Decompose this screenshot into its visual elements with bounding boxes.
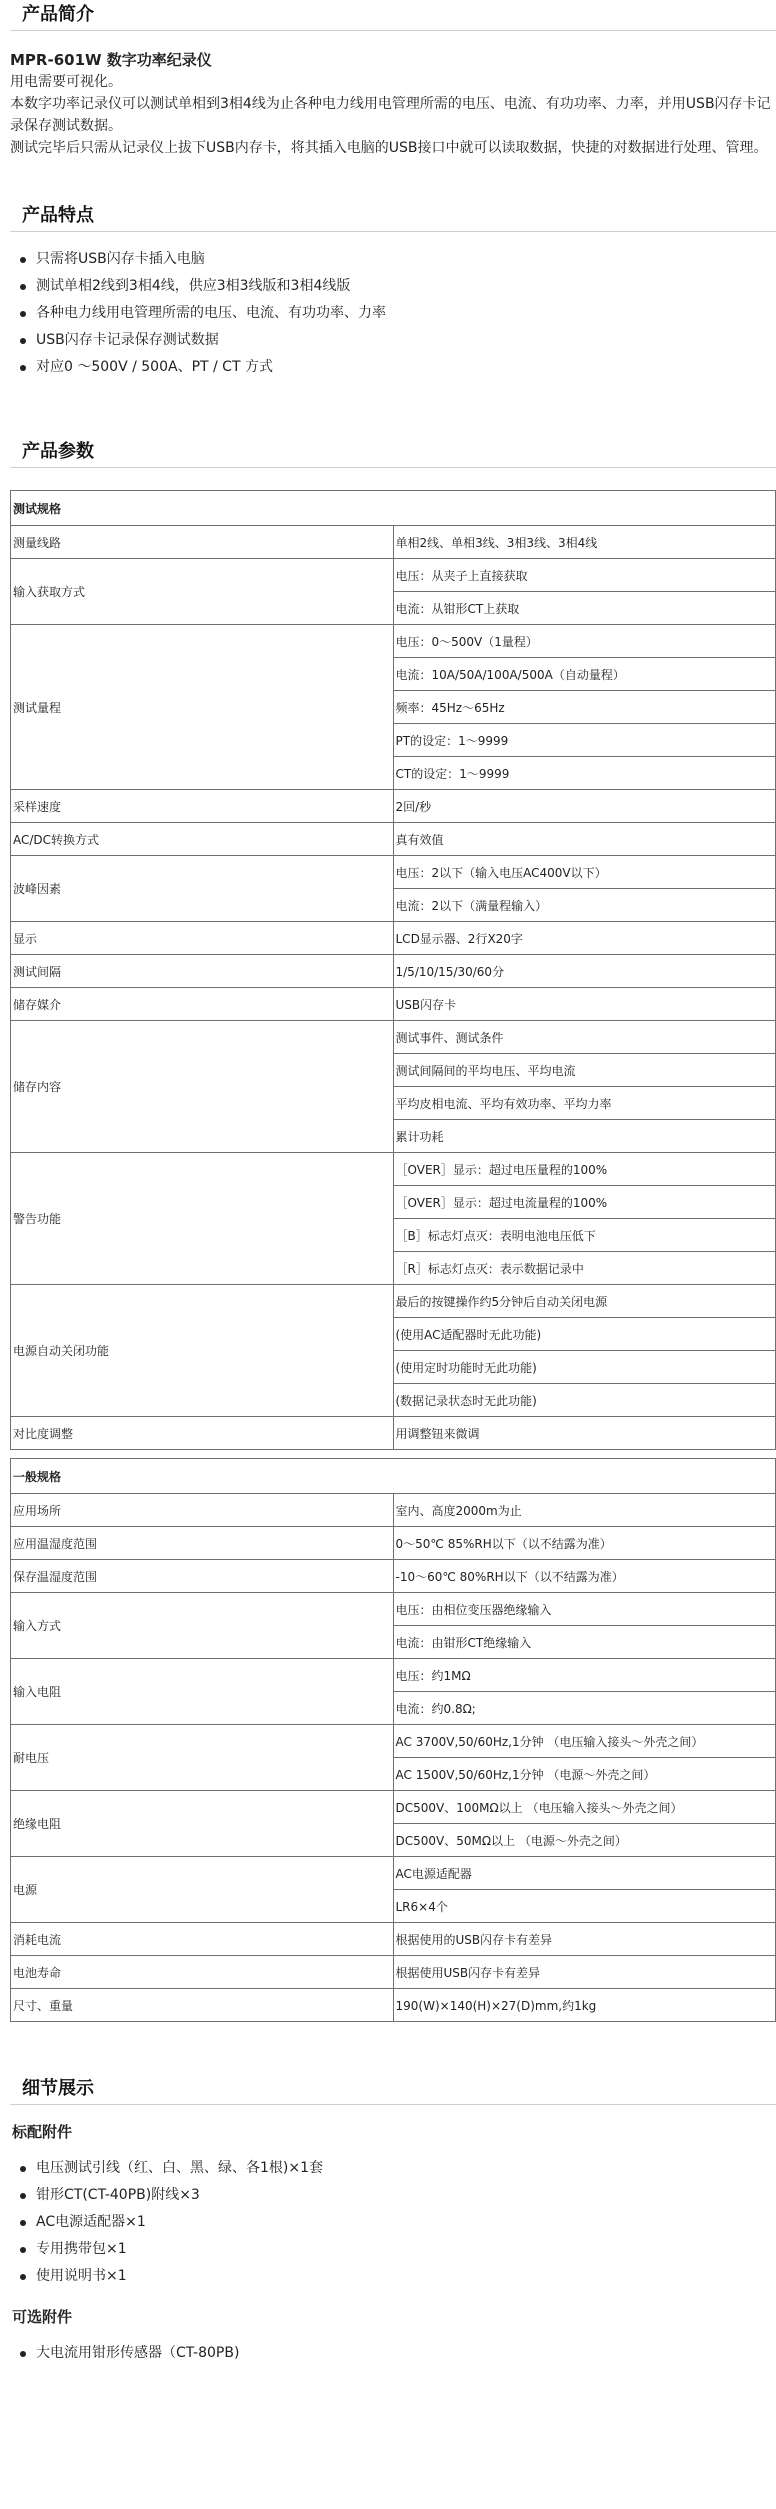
spec-value: 用调整钮来微调 <box>393 1417 776 1450</box>
spec-value: 电压：约1MΩ <box>393 1659 776 1692</box>
spec-value: ［B］标志灯点灭：表明电池电压低下 <box>393 1219 776 1252</box>
feature-item: 各种电力线用电管理所需的电压、电流、有功功率、力率 <box>10 300 776 327</box>
table-row <box>11 1417 776 1450</box>
spec-label: 输入电阻 <box>11 1659 394 1725</box>
table-row <box>11 1593 776 1626</box>
table-row <box>11 1494 776 1527</box>
spec-label: 显示 <box>11 922 394 955</box>
feature-item: 测试单相2线到3相4线，供应3相3线版和3相4线版 <box>10 273 776 300</box>
spec-label: 应用场所 <box>11 1494 394 1527</box>
spec-value: 根据使用USB闪存卡有差异 <box>393 1956 776 1989</box>
spec-value: LR6×4个 <box>393 1890 776 1923</box>
spec-value: AC 3700V,50/60Hz,1分钟 （电压输入接头～外壳之间） <box>393 1725 776 1758</box>
spec-value: 0～50℃ 85%RH以下（以不结露为准） <box>393 1527 776 1560</box>
table-row <box>11 988 776 1021</box>
spec-value: 测试事件、测试条件 <box>393 1021 776 1054</box>
table-row <box>11 1725 776 1758</box>
section-title-params: 产品参数 <box>10 437 776 468</box>
spec-value: 电流：从钳形CT上获取 <box>393 592 776 625</box>
feature-item: USB闪存卡记录保存测试数据 <box>10 327 776 354</box>
feature-item: 只需将USB闪存卡插入电脑 <box>10 246 776 273</box>
spec-label: 电源自动关闭功能 <box>11 1285 394 1417</box>
optional-accessories-list <box>10 2340 776 2367</box>
feature-item: 对应0 ～500V / 500A、PT / CT 方式 <box>10 354 776 381</box>
spec-label: 储存媒介 <box>11 988 394 1021</box>
table-row <box>11 823 776 856</box>
spec-label: 电源 <box>11 1857 394 1923</box>
table-row <box>11 1923 776 1956</box>
spec-label: 储存内容 <box>11 1021 394 1153</box>
intro-paragraph: 本数字功率记录仪可以测试单相到3相4线为止各种电力线用电管理所需的电压、电流、有功功率、力率，并用USB闪存卡记录保存测试数据。 <box>10 96 771 134</box>
table-row <box>11 1560 776 1593</box>
spec-label: 测试量程 <box>11 625 394 790</box>
spec-value: 累计功耗 <box>393 1120 776 1153</box>
spec-value: 2回/秒 <box>393 790 776 823</box>
table-row <box>11 1527 776 1560</box>
spec-value: -10～60℃ 80%RH以下（以不结露为准） <box>393 1560 776 1593</box>
table-row <box>11 1659 776 1692</box>
spec-value: (使用AC适配器时无此功能) <box>393 1318 776 1351</box>
spec-label: 采样速度 <box>11 790 394 823</box>
table-section-header: 一般规格 <box>11 1459 776 1494</box>
spec-value: CT的设定：1～9999 <box>393 757 776 790</box>
spec-value: 根据使用的USB闪存卡有差异 <box>393 1923 776 1956</box>
spec-label: 尺寸、重量 <box>11 1989 394 2022</box>
spec-label: 波峰因素 <box>11 856 394 922</box>
spec-value: AC电源适配器 <box>393 1857 776 1890</box>
table-row <box>11 625 776 658</box>
spec-value: DC500V、50MΩ以上 （电源～外壳之间） <box>393 1824 776 1857</box>
spec-label: 输入方式 <box>11 1593 394 1659</box>
spec-label: 测量线路 <box>11 526 394 559</box>
table-row <box>11 922 776 955</box>
spec-value: ［OVER］显示：超过电流量程的100% <box>393 1186 776 1219</box>
spec-value: 电流：由钳形CT绝缘输入 <box>393 1626 776 1659</box>
table-header-row <box>11 491 776 526</box>
test-spec-table <box>10 490 776 1450</box>
spec-value: 电压：0～500V（1量程） <box>393 625 776 658</box>
table-row <box>11 790 776 823</box>
spec-value: 1/5/10/15/30/60分 <box>393 955 776 988</box>
page-content <box>10 0 776 2367</box>
spec-value: 电流：2以下（满量程输入） <box>393 889 776 922</box>
standard-accessories-title: 标配附件 <box>12 2123 73 2141</box>
spec-value: 电流：10A/50A/100A/500A（自动量程） <box>393 658 776 691</box>
table-row <box>11 1021 776 1054</box>
table-row <box>11 1956 776 1989</box>
table-row <box>11 1791 776 1824</box>
table-row <box>11 1153 776 1186</box>
feature-list <box>10 246 776 381</box>
spec-value: 电流：约0.8Ω; <box>393 1692 776 1725</box>
table-header-row <box>11 1459 776 1494</box>
table-row <box>11 955 776 988</box>
spec-value: 最后的按键操作约5分钟后自动关闭电源 <box>393 1285 776 1318</box>
accessory-item: 电压测试引线（红、白、黑、绿、各1根)×1套 <box>10 2155 776 2182</box>
spec-value: 电压：由相位变压器绝缘输入 <box>393 1593 776 1626</box>
spec-value: 190(W)×140(H)×27(D)mm,约1kg <box>393 1989 776 2022</box>
intro-paragraph: 测试完毕后只需从记录仪上拔下USB内存卡，将其插入电脑的USB接口中就可以读取数据，快捷的对数据进行处理、管理。 <box>10 140 768 156</box>
spec-value: 频率：45Hz～65Hz <box>393 691 776 724</box>
spec-label: 应用温湿度范围 <box>11 1527 394 1560</box>
section-title-features: 产品特点 <box>10 201 776 232</box>
spec-label: 消耗电流 <box>11 1923 394 1956</box>
spec-value: 平均皮相电流、平均有效功率、平均力率 <box>393 1087 776 1120</box>
spec-value: 测试间隔间的平均电压、平均电流 <box>393 1054 776 1087</box>
section-title-intro: 产品简介 <box>10 0 776 31</box>
spec-value: LCD显示器、2行X20字 <box>393 922 776 955</box>
spec-value: ［R］标志灯点灭：表示数据记录中 <box>393 1252 776 1285</box>
accessory-item: AC电源适配器×1 <box>10 2209 776 2236</box>
table-row <box>11 1857 776 1890</box>
spec-value: (使用定时功能时无此功能) <box>393 1351 776 1384</box>
spec-value: 单相2线、单相3线、3相3线、3相4线 <box>393 526 776 559</box>
spec-value: 真有效值 <box>393 823 776 856</box>
spec-value: 电压：从夹子上直接获取 <box>393 559 776 592</box>
spec-value: 电压：2以下（输入电压AC400V以下） <box>393 856 776 889</box>
accessory-item: 使用说明书×1 <box>10 2263 776 2290</box>
spec-value: AC 1500V,50/60Hz,1分钟 （电源～外壳之间） <box>393 1758 776 1791</box>
spec-label: AC/DC转换方式 <box>11 823 394 856</box>
spec-label: 输入获取方式 <box>11 559 394 625</box>
spec-value: DC500V、100MΩ以上 （电压输入接头～外壳之间） <box>393 1791 776 1824</box>
table-row <box>11 559 776 592</box>
general-spec-table <box>10 1458 776 2022</box>
spec-label: 对比度调整 <box>11 1417 394 1450</box>
spec-value: PT的设定：1～9999 <box>393 724 776 757</box>
table-row <box>11 856 776 889</box>
section-title-details: 细节展示 <box>10 2074 776 2105</box>
table-row <box>11 1285 776 1318</box>
spec-value: 室内、高度2000m为止 <box>393 1494 776 1527</box>
optional-accessories-title: 可选附件 <box>12 2308 73 2326</box>
spec-label: 保存温湿度范围 <box>11 1560 394 1593</box>
intro-paragraph: 用电需要可视化。 <box>10 74 122 90</box>
spec-label: 测试间隔 <box>11 955 394 988</box>
spec-label: 耐电压 <box>11 1725 394 1791</box>
spec-value: (数据记录状态时无此功能) <box>393 1384 776 1417</box>
spec-label: 警告功能 <box>11 1153 394 1285</box>
table-row <box>11 526 776 559</box>
accessory-item: 钳形CT(CT-40PB)附线×3 <box>10 2182 776 2209</box>
spec-label: 电池寿命 <box>11 1956 394 1989</box>
accessory-item: 专用携带包×1 <box>10 2236 776 2263</box>
spec-value: ［OVER］显示：超过电压量程的100% <box>393 1153 776 1186</box>
spec-label: 绝缘电阻 <box>11 1791 394 1857</box>
table-row <box>11 1989 776 2022</box>
table-section-header: 测试规格 <box>11 491 776 526</box>
spec-value: USB闪存卡 <box>393 988 776 1021</box>
accessory-item: 大电流用钳形传感器（CT-80PB) <box>10 2340 776 2367</box>
product-name: MPR-601W 数字功率纪录仪 <box>10 51 212 69</box>
standard-accessories-list <box>10 2155 776 2290</box>
